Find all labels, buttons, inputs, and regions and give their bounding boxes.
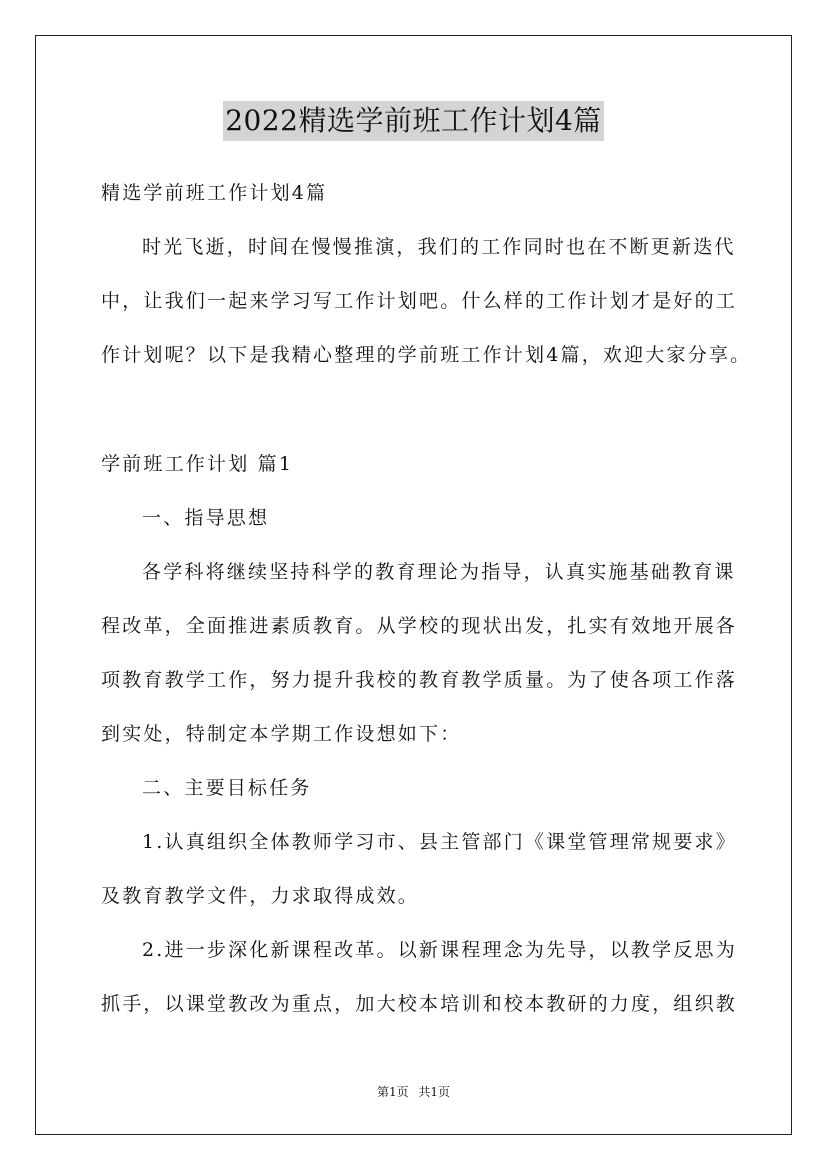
paragraph-line: 作计划呢？以下是我精心整理的学前班工作计划4篇，欢迎大家分享。 xyxy=(101,344,752,366)
subtitle-line: 精选学前班工作计划4篇 xyxy=(101,182,328,204)
page-number: 第1页 xyxy=(376,1085,409,1099)
document-title: 2022精选学前班工作计划4篇 xyxy=(223,101,604,141)
subsection-heading: 一、指导思想 xyxy=(142,507,270,529)
list-item-line: 1.认真组织全体教师学习市、县主管部门《课堂管理常规要求》 xyxy=(142,831,737,853)
subsection-heading: 二、主要目标任务 xyxy=(142,777,312,799)
paragraph-line: 中，让我们一起来学习写工作计划吧。什么样的工作计划才是好的工 xyxy=(101,290,738,312)
paragraph-line: 各学科将继续坚持科学的教育理论为指导，认真实施基础教育课 xyxy=(142,561,736,583)
list-item-line: 及教育教学文件，力求取得成效。 xyxy=(101,885,420,907)
section-heading: 学前班工作计划 篇1 xyxy=(101,453,294,475)
page-total: 共1页 xyxy=(418,1085,451,1099)
paragraph-line: 到实处，特制定本学期工作设想如下： xyxy=(101,723,462,745)
title-container xyxy=(0,101,827,141)
paragraph-line: 程改革，全面推进素质教育。从学校的现状出发，扎实有效地开展各 xyxy=(101,615,738,637)
paragraph-line: 项教育教学工作，努力提升我校的教育教学质量。为了使各项工作落 xyxy=(101,669,738,691)
page-footer xyxy=(0,1084,827,1100)
paragraph-line: 时光飞逝，时间在慢慢推演，我们的工作同时也在不断更新迭代 xyxy=(142,236,736,258)
list-item-line: 2.进一步深化新课程改革。以新课程理念为先导，以教学反思为 xyxy=(142,939,737,961)
list-item-line: 抓手，以课堂教改为重点，加大校本培训和校本教研的力度，组织教 xyxy=(101,993,738,1015)
